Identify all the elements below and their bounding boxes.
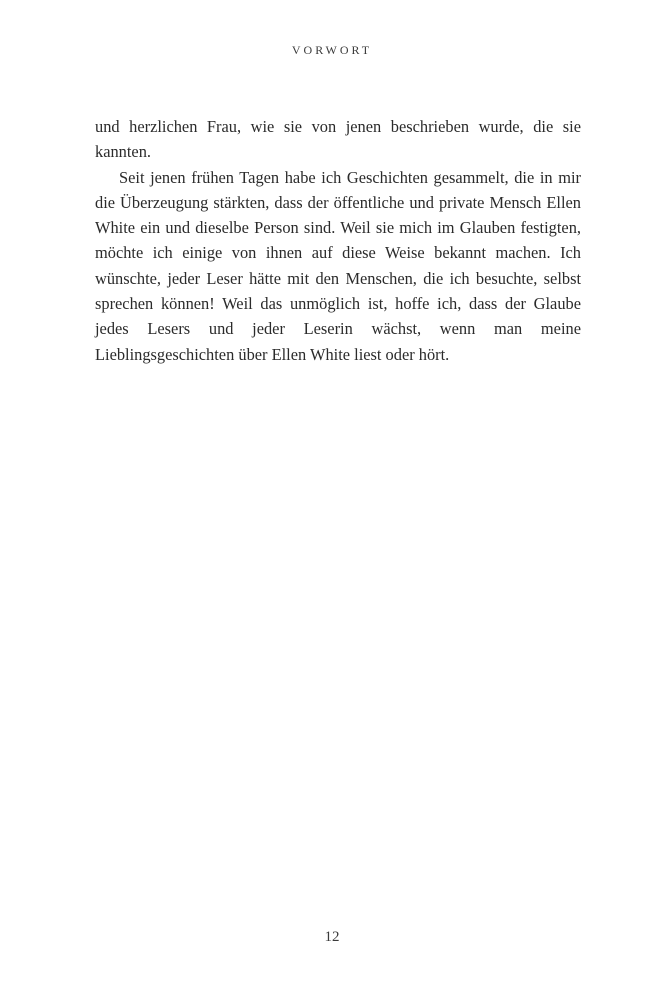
paragraph-main: Seit jenen frühen Tagen habe ich Geschichten gesammelt, die in mir die Überzeugung stärkten, dass der öffentliche und private Mensch Ellen White ein und dieselbe Person sind. Weil sie mich im Glauben festigten, möchte ich einige von ihnen auf diese Weise bekannt machen. Ich wünschte, jeder Leser hätte mit den Menschen, die ich besuchte, selbst sprechen können! Weil das unmöglich ist, hoffe ich, dass der Glaube jedes Lesers und jeder Leserin wächst, wenn man meine Lieblingsgeschichten über Ellen White liest oder hört.	[95, 167, 581, 364]
page-number: 12	[324, 929, 340, 945]
body-text	[95, 114, 581, 367]
paragraph-continuation: und herzlichen Frau, wie sie von jenen beschrieben wurde, die sie kannten.	[95, 117, 581, 162]
running-header: VORWORT	[291, 43, 373, 57]
